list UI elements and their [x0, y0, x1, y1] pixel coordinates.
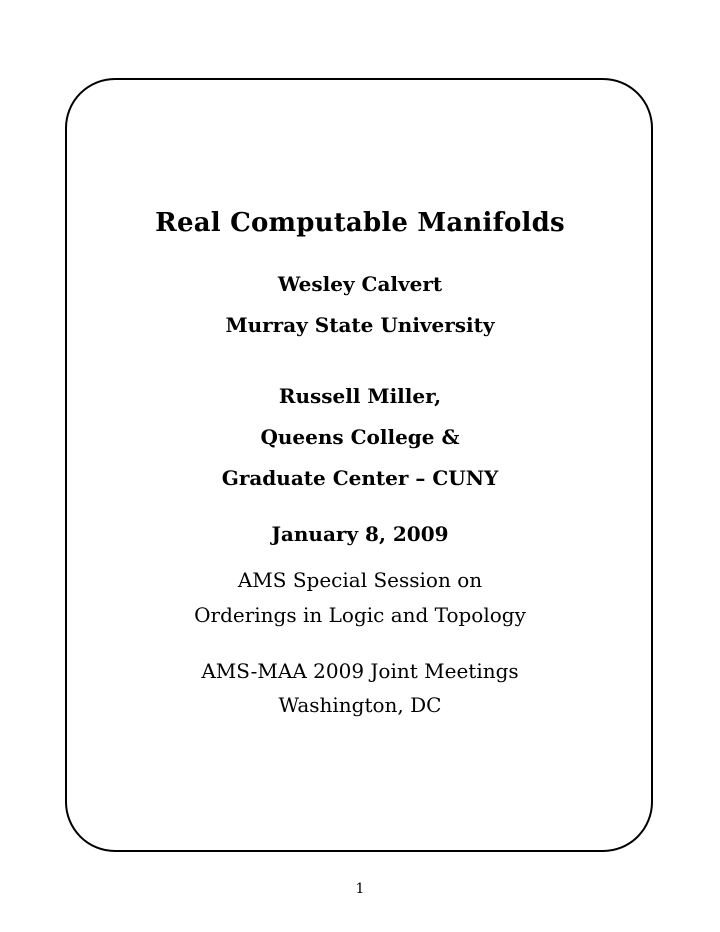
- session-line-2: Orderings in Logic and Topology: [194, 603, 526, 627]
- meeting-line-1: AMS-MAA 2009 Joint Meetings: [201, 659, 519, 683]
- slide-title: Real Computable Manifolds: [155, 208, 565, 238]
- page-number: 1: [355, 881, 365, 897]
- session-line-1: AMS Special Session on: [237, 568, 483, 592]
- author-2-affiliation-line-2: Graduate Center – CUNY: [221, 466, 499, 490]
- author-1-affiliation: Murray State University: [225, 313, 495, 337]
- author-2-affiliation-line-1: Queens College &: [260, 425, 460, 449]
- presentation-date: January 8, 2009: [271, 522, 449, 546]
- slide-frame: [65, 78, 653, 852]
- author-1-name: Wesley Calvert: [277, 272, 443, 296]
- meeting-line-2: Washington, DC: [278, 693, 442, 717]
- author-2-name: Russell Miller,: [278, 384, 442, 408]
